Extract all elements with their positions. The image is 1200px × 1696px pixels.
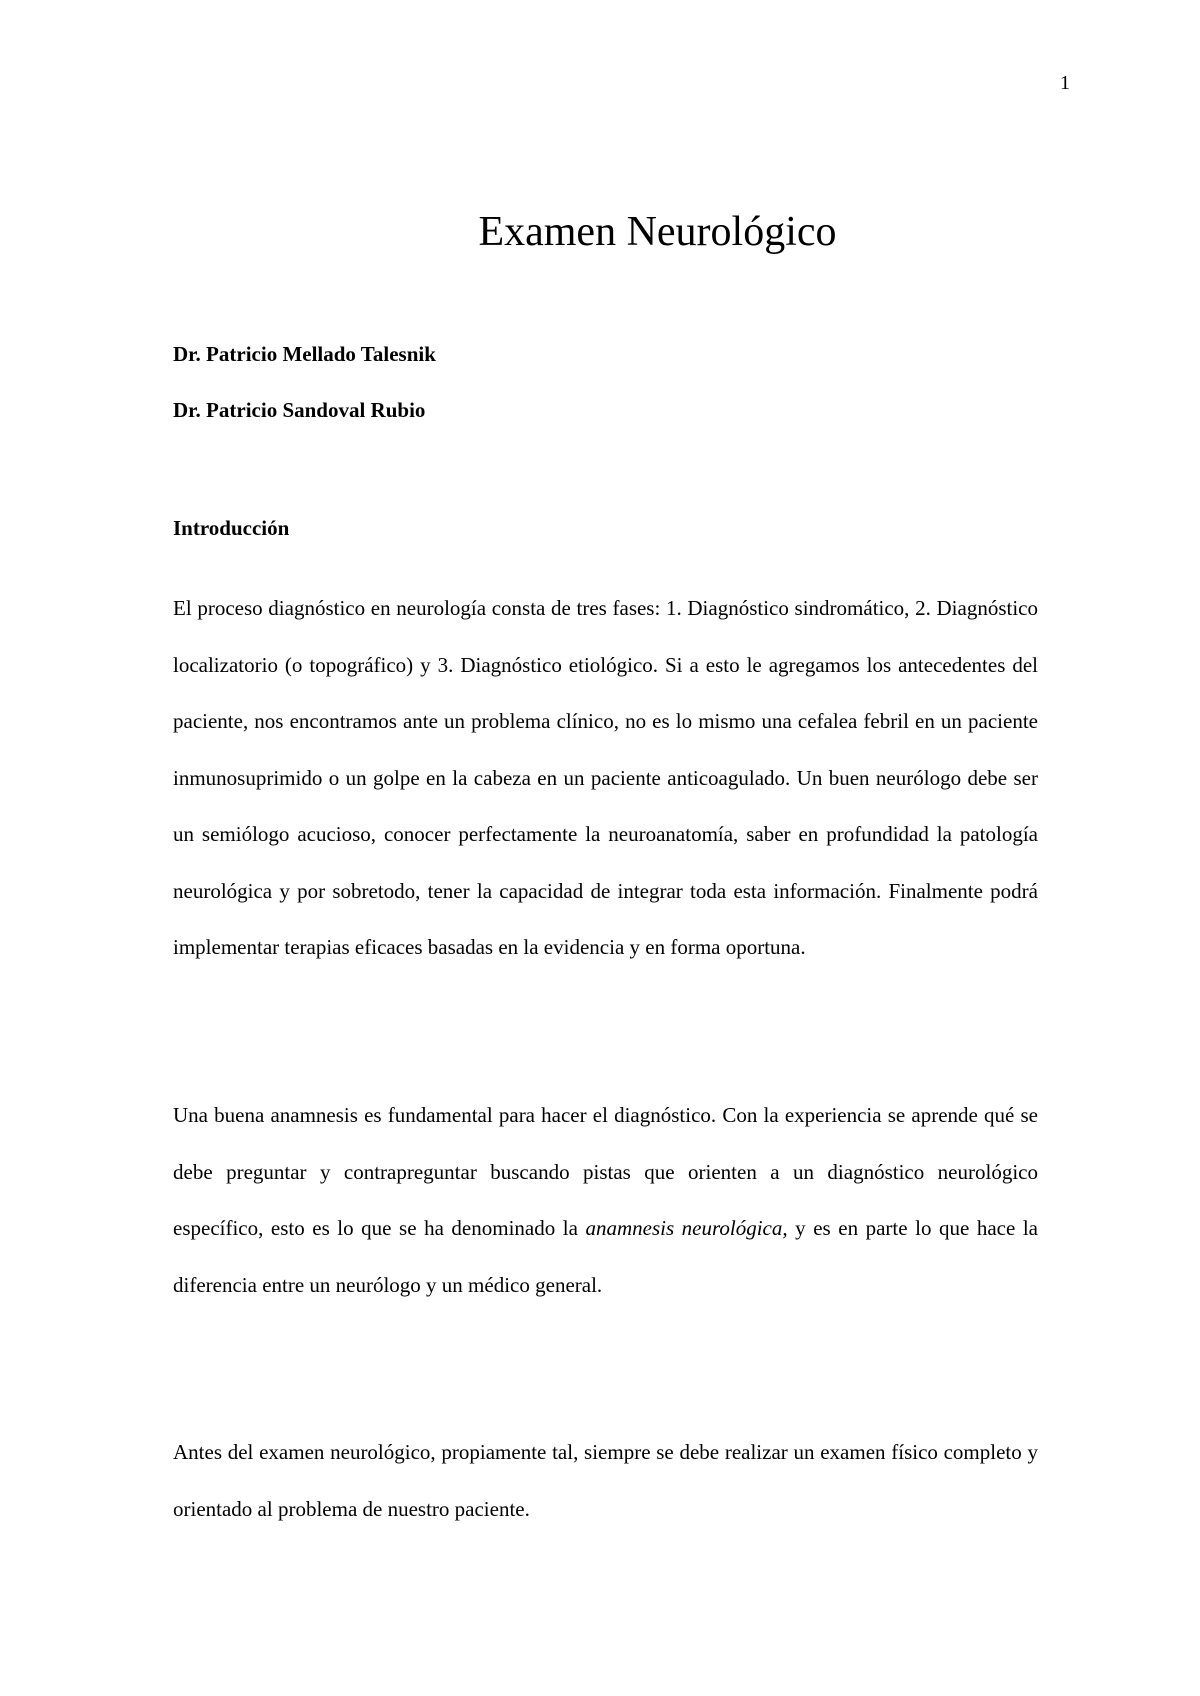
page-number: 1	[1060, 72, 1070, 94]
author-1: Dr. Patricio Mellado Talesnik	[173, 342, 436, 366]
author-list	[173, 344, 436, 456]
document-title: Examen Neurológico	[478, 209, 837, 255]
paragraph-2-text-before: Una buena anamnesis es fundamental para hacer el diagnóstico. Con la experiencia se aprende qué se debe preguntar y contrapreguntar buscando pistas que orienten a un diagnóstico neurológico específico, esto es lo que se ha denominado la	[173, 1103, 1038, 1240]
section-heading-introduccion: Introducción	[173, 516, 290, 540]
paragraph-2-italic-term: anamnesis neurológica,	[585, 1216, 788, 1240]
paragraph-1: El proceso diagnóstico en neurología consta de tres fases: 1. Diagnóstico sindromático, 2. Diagnóstico localizatorio (o topográfico) y 3. Diagnóstico etiológico. Si a esto le agregamos los antecedentes del paciente, nos encontramos ante un problema clínico, no es lo mismo una cefalea febril en un paciente inmunosuprimido o un golpe en la cabeza en un paciente anticoagulado. Un buen neurólogo debe ser un semiólogo acucioso, conocer perfectamente la neuroanatomía, saber en profundidad la patología neurológica y por sobretodo, tener la capacidad de integrar toda esta información. Finalmente podrá implementar terapias eficaces basadas en la evidencia y en forma oportuna.	[173, 596, 1038, 959]
paragraph-2-text-after: y es en parte lo que hace la diferencia entre un neurólogo y un médico general.	[173, 1216, 1039, 1297]
author-2: Dr. Patricio Sandoval Rubio	[173, 398, 426, 422]
paragraph-3: Antes del examen neurológico, propiamente tal, siempre se debe realizar un examen físico completo y orientado al problema de nuestro paciente.	[173, 1440, 1038, 1521]
paragraph-2	[173, 1087, 1038, 1313]
